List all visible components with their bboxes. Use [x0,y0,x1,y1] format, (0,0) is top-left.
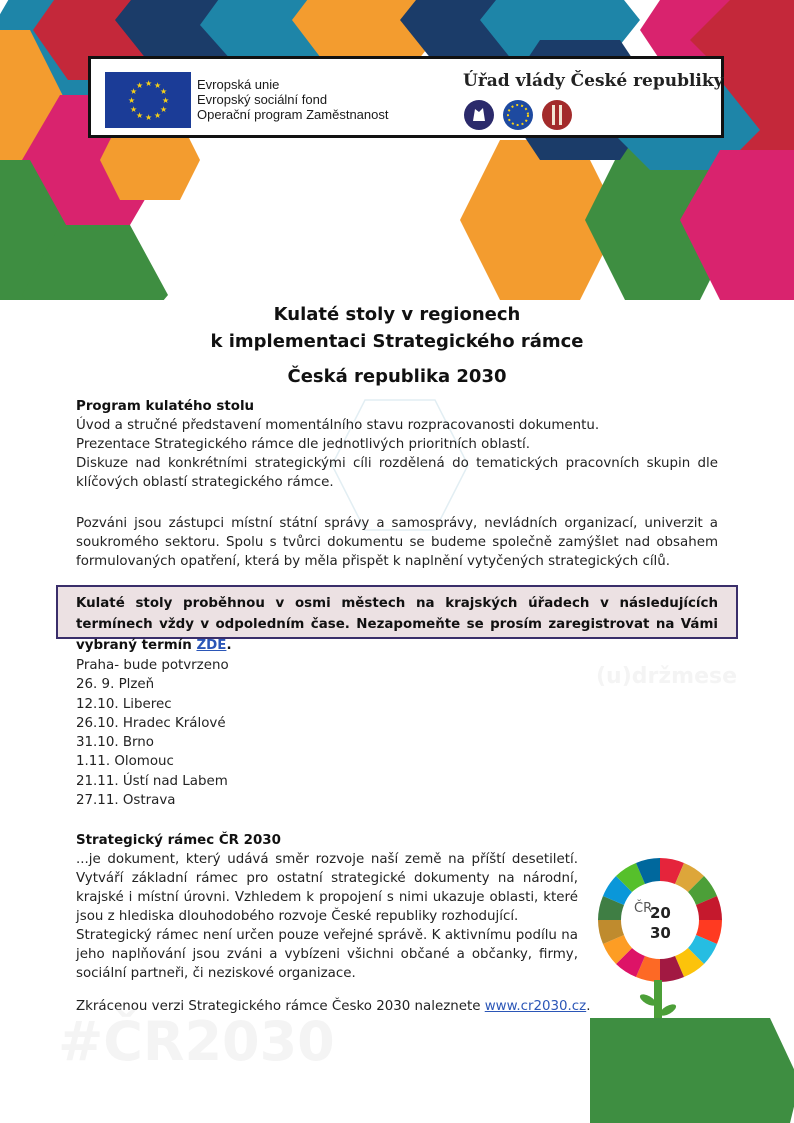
svg-text:★: ★ [160,87,168,96]
closing-text: Zkrácenou verzi Strategického rámce Česko 2030 naleznete [76,999,481,1014]
logo-banner [88,56,724,138]
cr2030-flower-logo [590,852,794,1123]
government-seal-icon [542,100,572,130]
svg-text:★: ★ [154,81,162,90]
callout-text: Kulaté stoly proběhnou v osmi městech na krajských úřadech v následujících termínech vždy v odpoledním čase. Nezapomeňte se prosím zaregistrovat na Vámi vybraný termín [76,596,718,653]
eu-seal-icon [503,100,533,130]
registration-callout [56,585,738,653]
logo-30-text: 30 [650,924,671,942]
svg-text:★: ★ [136,81,144,90]
hexagon-background [0,0,794,300]
program-line: Prezentace Strategického rámce dle jednotlivých prioritních oblastí. [76,437,530,452]
register-link[interactable]: ZDE [196,638,227,653]
program-heading: Program kulatého stolu [76,399,255,414]
callout-end: . [226,638,232,653]
program-line: Diskuze nad konkrétními strategickými cíli rozdělená do tematických pracovních skupin dle klíčových oblastí strategického rámce. [76,456,718,490]
cr2030-link[interactable]: www.cr2030.cz [484,999,587,1014]
svg-text:★: ★ [162,96,170,105]
framework-section [76,831,578,983]
title-line-1: Kulaté stoly v regionech [273,304,521,325]
watermark-udrzmese: (u)držmese [596,664,738,689]
svg-text:★: ★ [160,105,168,114]
watermark-cr2030: #ČR2030 [58,1010,335,1073]
title-line-2: k implementaci Strategického rámce [210,331,584,352]
logo-20-text: 20 [650,904,671,922]
government-office-title: Úřad vlády České republiky [463,71,724,91]
svg-text:★: ★ [145,113,153,122]
city-dates-list [76,656,229,810]
eu-programme-text [197,77,388,122]
seals-row [463,99,583,137]
svg-text:★: ★ [154,111,162,120]
svg-text:★: ★ [136,111,144,120]
list-item: 26.10. Hradec Králové [76,715,226,731]
list-item: 21.11. Ústí nad Labem [76,773,228,789]
title-line-3: Česká republika 2030 [287,366,507,387]
framework-heading: Strategický rámec ČR 2030 [76,833,281,848]
svg-text:★: ★ [130,87,138,96]
closing-end: . [586,999,591,1014]
eu-line-1: Evropská unie [197,77,280,92]
svg-text:★: ★ [128,96,136,105]
ground-hexagon [590,1018,794,1123]
list-item: 26. 9. Plzeň [76,677,155,693]
program-line: Úvod a stručné představení momentálního stavu rozpracovanosti dokumentu. [76,418,600,433]
svg-text:★: ★ [145,79,153,88]
list-item: Praha- bude potvrzeno [76,658,229,673]
framework-paragraph-1: ...je dokument, který udává směr rozvoje naší země na příští desetiletí. Vytváří základní rámec pro ostatní strategické dokumenty na národní, krajské i místní úrovni. Vzhledem k propojení s nimi ukazuje oblasti, které jsou z hlediska dlouhodobého rozvoje České republiky rozhodující. [76,852,578,924]
framework-paragraph-2: Strategický rámec není určen pouze veřejné správě. K aktivnímu podílu na jeho naplňování jsou zváni a vybízeni všichni občané a občanky, firmy, sociální partneři, či neziskové organizace. [76,928,578,981]
list-item: 27.11. Ostrava [76,793,176,809]
list-item: 12.10. Liberec [76,696,172,712]
svg-text:★: ★ [130,105,138,114]
logo-cr-text: ČR [634,901,653,916]
lion-seal-icon [464,100,494,130]
invitation-paragraph: Pozváni jsou zástupci místní státní správy a samosprávy, nevládních organizací, univerzit a soukromého sektoru. Spolu s tvůrci dokumentu se budeme společně zamýšlet nad obsahem formulovaných opatření, která by měla přispět k naplnění vytyčených strategických cílů. [76,516,718,569]
program-section [76,397,718,492]
list-item: 31.10. Brno [76,735,154,751]
list-item: 1.11. Olomouc [76,754,174,770]
eu-flag-icon [105,72,191,128]
eu-line-3: Operační program Zaměstnanost [197,107,389,122]
eu-line-2: Evropský sociální fond [197,92,328,107]
